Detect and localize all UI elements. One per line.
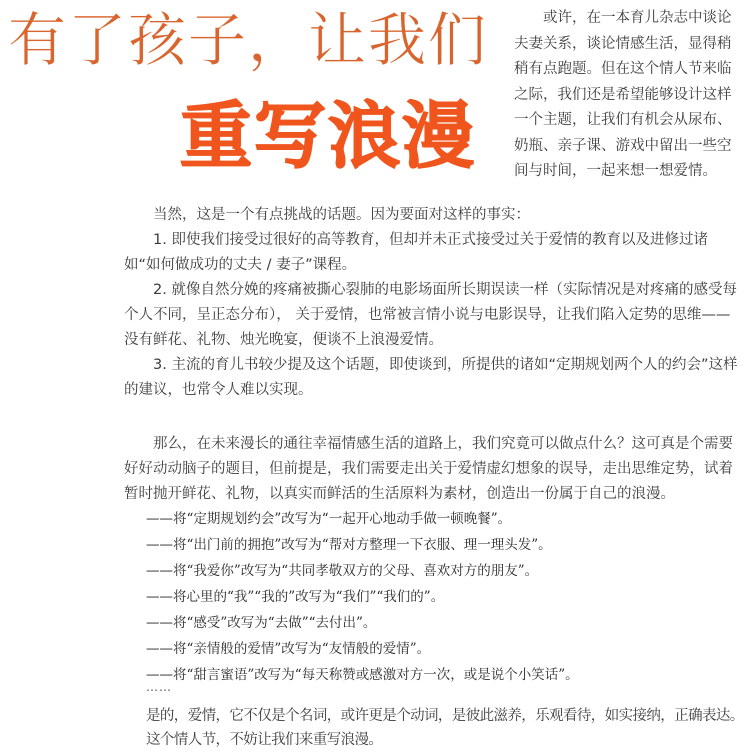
challenge-point-2: 2. 就像自然分娩的疼痛被撕心裂肺的电影场面所长期误读一样（实际情况是对疼痛的感受每个人不同，呈正态分布）， 关于爱情，也常被言情小说与电影误导，让我们陷入定势的思维——没有鲜花、礼物、烛光晚宴，便谈不上浪漫爱情。 [124, 282, 737, 348]
challenges-section [124, 203, 744, 403]
closing-section [146, 704, 750, 752]
headline-line-2: 重写浪漫 [180, 94, 477, 178]
challenge-point-3: 3. 主流的育儿书较少提及这个话题，即使谈到，所提供的诸如“定期规划两个人的约会”这样的建议，也常令人难以实现。 [124, 357, 738, 398]
closing-line-1: 是的，爱情，它不仅是个名词，或许更是个动词，是彼此滋养，乐观看待，如实接纳，正确表达。 [146, 708, 744, 724]
rewrite-item: ——将“甜言蜜语”改写为“每天称赞或感激对方一次，或是说个小笑话”。 [146, 667, 579, 683]
what-to-do-section [124, 432, 744, 507]
rewrite-item: ——将“出门前的拥抱”改写为“帮对方整理一下衣服、理一理头发”。 [146, 537, 552, 553]
rewrite-item: ——将心里的“我”“我的”改写为“我们”“我们的”。 [146, 589, 445, 605]
what-to-do-paragraph: 那么，在未来漫长的通往幸福情感生活的道路上，我们究竟可以做点什么？这可真是个需要好好动动脑子的题目，但前提是，我们需要走出关于爱情虚幻想象的误导，走出思维定势，试着暂时抛开鲜花、礼物，以真实而鲜活的生活原料为素材，创造出一份属于自己的浪漫。 [124, 436, 733, 502]
ellipsis: …… [146, 680, 172, 694]
headline-line-1: 有了孩子，让我们 [8, 6, 489, 74]
rewrite-list [146, 506, 746, 688]
challenges-lead: 当然，这是一个有点挑战的话题。因为要面对这样的事实： [153, 207, 530, 223]
challenge-point-1: 1. 即使我们接受过很好的高等教育，但却并未正式接受过关于爱情的教育以及进修过诸如“如何做成功的丈夫 / 妻子”课程。 [124, 232, 708, 273]
closing-line-2: 这个情人节，不妨让我们来重写浪漫。 [146, 732, 383, 748]
rewrite-item: ——将“亲情般的爱情”改写为“友情般的爱情”。 [146, 641, 431, 657]
intro-column [514, 6, 744, 185]
intro-paragraph: 或许，在一本育儿杂志中谈论夫妻关系，谈论情感生活，显得稍稍有点跑题。但在这个情人节来临之际，我们还是希望能够设计这样一个主题，让我们有机会从尿布、奶瓶、亲子课、游戏中留出一些空间与时间，一起来想一想爱情。 [514, 10, 732, 179]
rewrite-item: ——将“定期规划约会”改写为“一起开心地动手做一顿晚餐”。 [146, 511, 512, 527]
rewrite-item: ——将“感受”改写为“去做”“去付出”。 [146, 615, 377, 631]
rewrite-item: ——将“我爱你”改写为“共同孝敬双方的父母、喜欢对方的朋友”。 [146, 563, 539, 579]
